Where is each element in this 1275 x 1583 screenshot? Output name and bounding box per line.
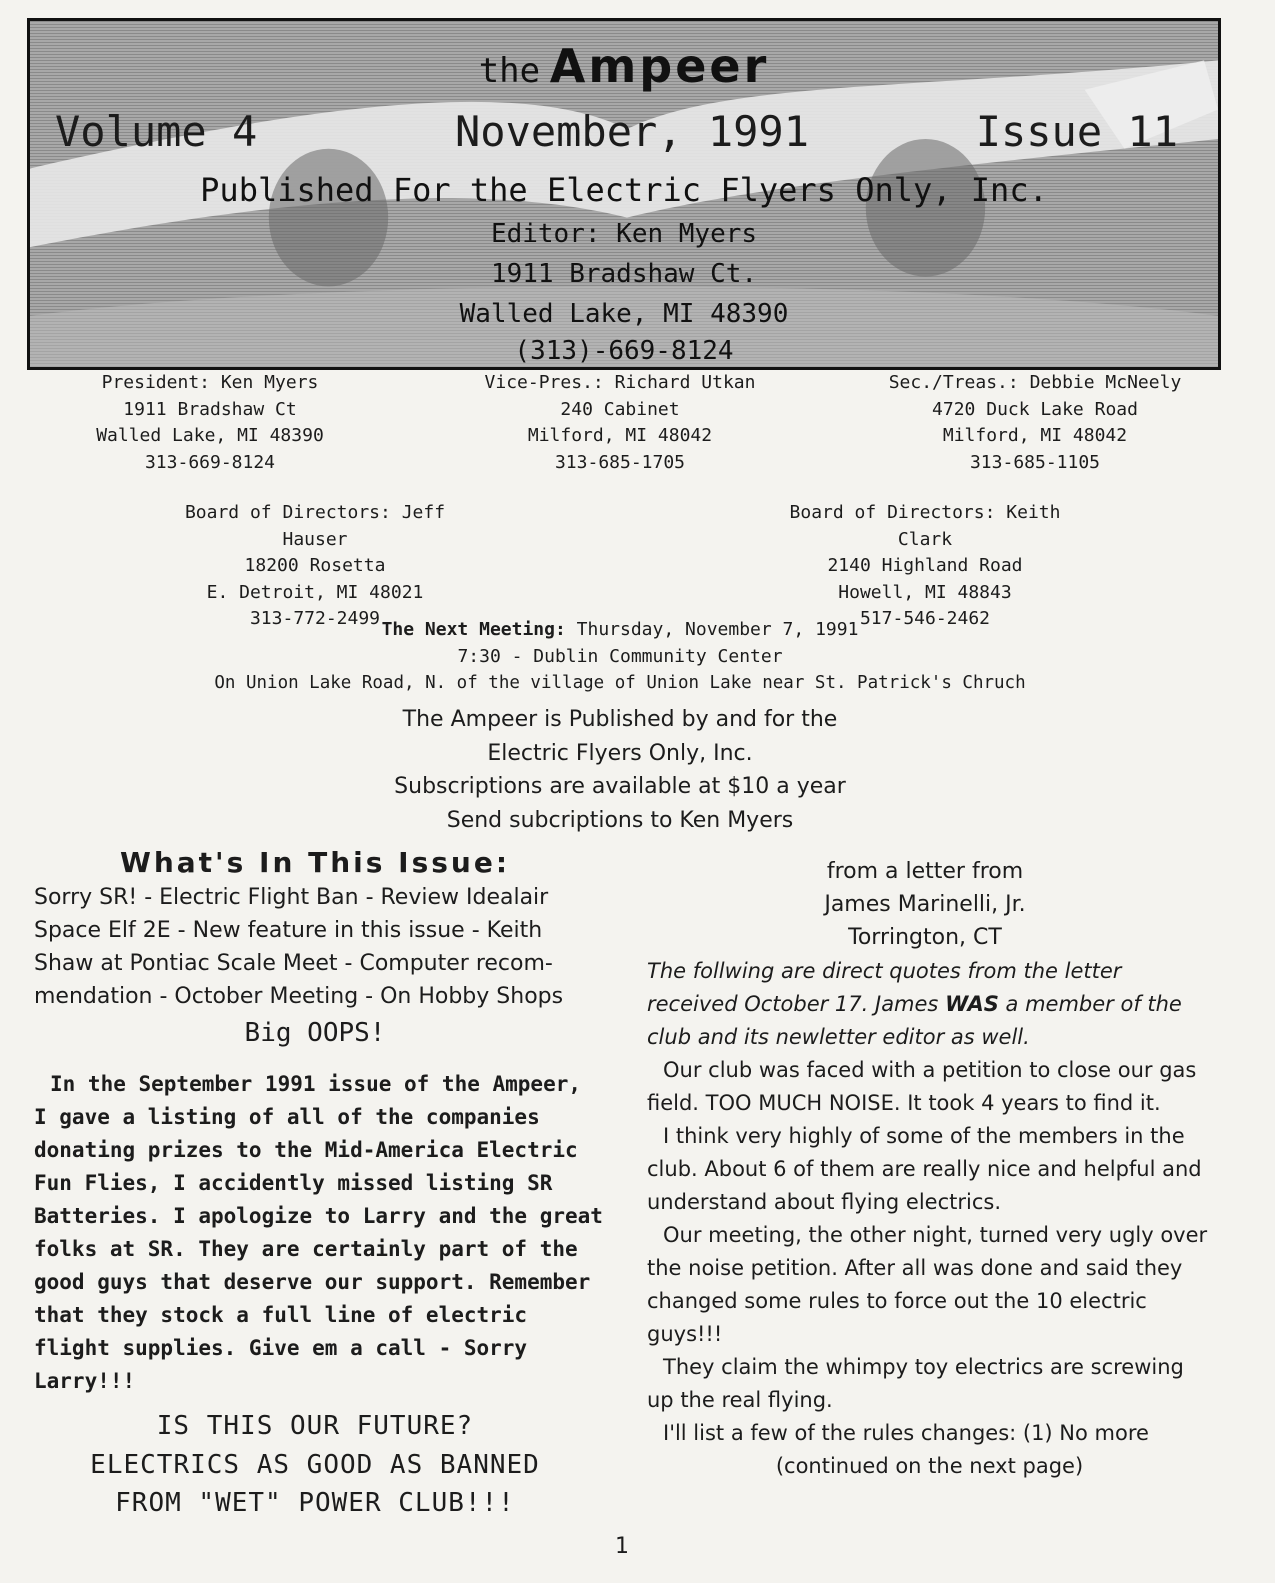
- meeting-directions: On Union Lake Road, N. of the village of Union Lake near St. Patrick's Chruch: [214, 673, 1026, 693]
- letter-paragraph: I think very highly of some of the members in the club. About 6 of them are really nice and helpful and understand about flying electrics.: [647, 1124, 1202, 1214]
- officer-phone: 313-685-1105: [969, 451, 1101, 473]
- officer-street: 1911 Bradshaw Ct: [123, 398, 297, 420]
- officer-city: Walled Lake, MI 48390: [96, 425, 324, 446]
- letter-location: Torrington, CT: [848, 925, 1002, 950]
- letter-paragraph: I'll list a few of the rules changes: (1) No more: [663, 1421, 1149, 1445]
- director-hauser: [150, 500, 480, 633]
- meeting-date: Thursday, November 7, 1991: [576, 619, 859, 640]
- newsletter-title: [30, 39, 1218, 93]
- letter-from: from a letter from: [826, 859, 1024, 884]
- publication-line: Send subcriptions to Ken Myers: [446, 807, 794, 833]
- director-clark: [760, 500, 1090, 633]
- next-meeting: [200, 617, 1040, 697]
- future-line: FROM "WET" POWER CLUB!!!: [115, 1488, 515, 1518]
- officer-phone: 313-669-8124: [144, 451, 276, 473]
- officer-title: Vice-Pres.: Richard Utkan: [484, 372, 756, 393]
- publication-line: Subscriptions are available at $10 a year: [394, 774, 846, 799]
- issue-number: Issue 11: [975, 107, 1178, 156]
- letter-source: [645, 855, 1205, 954]
- director-title: Board of Directors: Keith Clark: [789, 502, 1061, 550]
- letter-intro: The follwing are direct quotes from the letter received October 17. James WAS a member of the club and its newletter editor as well.: [647, 959, 1182, 1049]
- director-street: 18200 Rosetta: [244, 555, 386, 576]
- publication-line: The Ampeer is Published by and for the: [402, 707, 838, 732]
- title-the: the: [478, 51, 541, 91]
- officer-sec-treas: [875, 370, 1195, 476]
- meeting-label: The Next Meeting:: [381, 619, 566, 640]
- letter-body: [647, 955, 1212, 1483]
- page-number: 1: [615, 1534, 629, 1559]
- published-for: Published For the Electric Flyers Only, Inc.: [200, 171, 1048, 209]
- issue-date: November, 1991: [455, 107, 810, 156]
- director-city: Howell, MI 48843: [838, 581, 1012, 603]
- officer-street: 240 Cabinet: [560, 398, 680, 420]
- editor-address-city: Walled Lake, MI 48390: [459, 299, 789, 329]
- publication-line: Electric Flyers Only, Inc.: [487, 740, 753, 766]
- letter-paragraph: They claim the whimpy toy electrics are screwing up the real flying.: [647, 1355, 1184, 1412]
- officer-city: Milford, MI 48042: [527, 425, 713, 446]
- publication-info: [300, 703, 940, 837]
- continued-note: (continued on the next page): [775, 1454, 1084, 1478]
- editor-address-street: 1911 Bradshaw Ct.: [490, 259, 758, 289]
- contents-heading: What's In This Issue:: [119, 846, 511, 879]
- editor: Editor: Ken Myers: [490, 219, 758, 249]
- masthead-banner: [27, 18, 1221, 370]
- officer-street: 4720 Duck Lake Road: [932, 398, 1138, 420]
- officer-title: Sec./Treas.: Debbie McNeely: [888, 372, 1182, 393]
- letter-paragraph: Our club was faced with a petition to close our gas field. TOO MUCH NOISE. It took 4 years to find it.: [647, 1058, 1197, 1115]
- officer-phone: 313-685-1705: [554, 451, 686, 473]
- oops-article: In the September 1991 issue of the Ampeer, I gave a listing of all of the companies donating prizes to the Mid-America Electric Fun Flies, I accidently missed listing SR Batteries. I apologize to Larry and the great folks at SR. They are certainly part of the good guys that deserve our support. Remember that they stock a full line of electric flight supplies. Give em a call - Sorry Larry!!!: [34, 1072, 603, 1393]
- future-line: ELECTRICS AS GOOD AS BANNED: [90, 1449, 540, 1480]
- officer-title: President: Ken Myers: [101, 372, 319, 393]
- editor-phone: (313)-669-8124: [514, 336, 734, 366]
- officer-president: [60, 370, 360, 476]
- officer-vice-president: [470, 370, 770, 476]
- letter-author: James Marinelli, Jr.: [824, 892, 1026, 917]
- letter-paragraph: Our meeting, the other night, turned very ugly over the noise petition. After all was done and said they changed some rules to force out the 10 electric guys!!!: [647, 1223, 1208, 1346]
- director-city: E. Detroit, MI 48021: [206, 581, 424, 603]
- officer-city: Milford, MI 48042: [942, 425, 1128, 446]
- future-headline: [30, 1407, 600, 1523]
- director-title: Board of Directors: Jeff Hauser: [184, 502, 446, 550]
- director-phone: 517-546-2462: [859, 608, 991, 629]
- oops-heading: Big OOPS!: [244, 1018, 386, 1048]
- meeting-time-place: 7:30 - Dublin Community Center: [457, 645, 783, 667]
- director-street: 2140 Highland Road: [827, 555, 1023, 576]
- future-line: IS THIS OUR FUTURE?: [156, 1411, 474, 1441]
- director-phone: 313-772-2499: [249, 608, 381, 629]
- contents-list: Sorry SR! - Electric Flight Ban - Review Idealair Space Elf 2E - New feature in this issue - Keith Shaw at Pontiac Scale Meet - Computer recom-mendation - October Meeting - On Hobby Shops: [34, 885, 564, 1009]
- title-ampeer: Ampeer: [549, 39, 770, 93]
- volume-label: Volume 4: [55, 107, 258, 156]
